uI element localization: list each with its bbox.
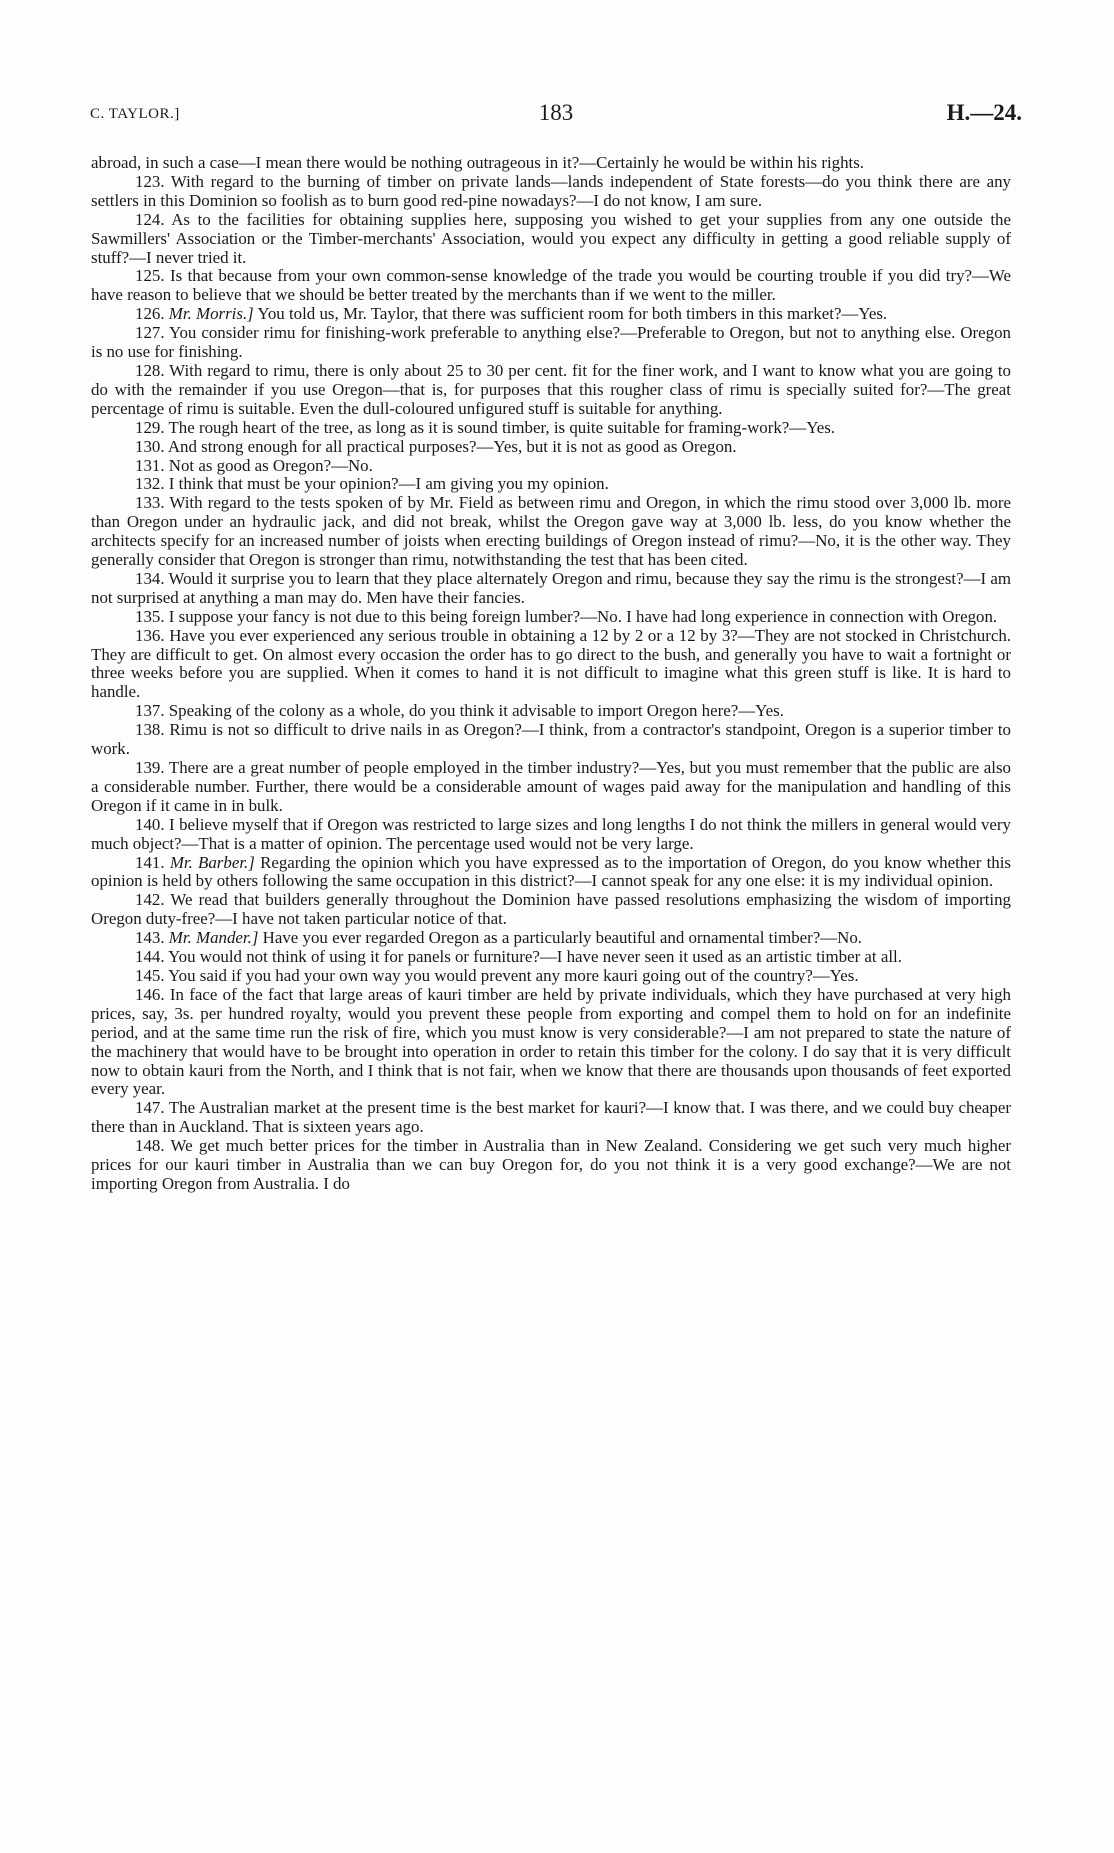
testimony-paragraph: 132. I think that must be your opinion?—I am giving you my opinion. (135, 474, 609, 494)
page-header (90, 100, 1022, 134)
testimony-paragraph (91, 305, 1011, 324)
testimony-paragraph (91, 929, 1011, 948)
document-code: H.—24. (946, 100, 1022, 125)
testimony-paragraph: 135. I suppose your fancy is not due to this being foreign lumber?—No. I have had long experience in connection with Oregon. (135, 606, 998, 626)
testimony-paragraph: 147. The Australian market at the present time is the best market for kauri?—I know that. I was there, and we could buy cheaper there than in Auckland. That is sixteen years ago. (91, 1098, 1011, 1137)
testimony-paragraph: 131. Not as good as Oregon?—No. (135, 455, 373, 475)
testimony-paragraph: 139. There are a great number of people employed in the timber industry?—Yes, but you must remember that the public are also a considerable number. Further, there would be a considerable amount of wages paid away for the manipulation and handling of this Oregon if it came in in bulk. (91, 758, 1011, 815)
testimony-paragraph: 125. Is that because from your own common-sense knowledge of the trade you would be courting trouble if you did try?—We have reason to believe that we should be better treated by the merchants than if we went to the miller. (91, 266, 1011, 305)
testimony-paragraph: 137. Speaking of the colony as a whole, do you think it advisable to import Oregon here?—Yes. (135, 701, 784, 721)
question-number: 141. (135, 852, 165, 872)
testimony-paragraph: abroad, in such a case—I mean there would be nothing outrageous in it?—Certainly he would be within his rights. (91, 153, 865, 172)
page-number: 183 (538, 100, 574, 125)
testimony-paragraph: 145. You said if you had your own way you would prevent any more kauri going out of the country?—Yes. (135, 965, 859, 985)
speaker-name: Mr. Mander.] (168, 928, 259, 948)
testimony-paragraph: 146. In face of the fact that large areas of kauri timber are held by private individuals, which they have purchased at very high prices, say, 3s. per hundred royalty, would you prevent these people from exporting and compel them to hold on for an indefinite period, and at the same time run the risk of fire, which you must know is very considerable?—I am not prepared to state the nature of the machinery that would have to be brought into operation in order to retain this timber for the colony. I do say that it is very difficult now to obtain kauri from the North, and I think that is not fair, when we know that there are thousands upon thousands of feet exported every year. (91, 984, 1011, 1099)
testimony-paragraph: 127. You consider rimu for finishing-work preferable to anything else?—Preferable to Oregon, but not to anything else. Oregon is no use for finishing. (91, 323, 1011, 362)
testimony-paragraph (91, 854, 1011, 892)
testimony-paragraph: 128. With regard to rimu, there is only about 25 to 30 per cent. fit for the finer work, and I want to know what you are going to do with the remainder if you use Oregon—that is, for purposes that this rougher class of rimu is specially suited for?—The great percentage of rimu is suitable. Even the dull-coloured unfigured stuff is suitable for anything. (91, 360, 1011, 418)
speaker-name: Mr. Barber.] (169, 852, 255, 872)
testimony-paragraph: 130. And strong enough for all practical purposes?—Yes, but it is not as good as Oregon. (135, 436, 737, 456)
question-number: 126. (135, 304, 165, 324)
testimony-paragraph: 133. With regard to the tests spoken of by Mr. Field as between rimu and Oregon, in which the rimu stood over 3,000 lb. more than Oregon under an hydraulic jack, and did not break, whilst the Oregon gave way at 3,000 lb. less, do you know whether the architects specify for an increased number of joists when erecting buildings of Oregon instead of rimu?—No, it is the other way. They generally consider that Oregon is stronger than rimu, notwithstanding the test that has been cited. (91, 493, 1011, 570)
testimony-paragraph: 124. As to the facilities for obtaining supplies here, supposing you wished to get your supplies from any one outside the Sawmillers' Association or the Timber-merchants' Association, would you expect any difficulty in getting a good reliable supply of stuff?—I never tried it. (91, 209, 1011, 267)
speaker-name: Mr. Morris.] (168, 304, 254, 324)
paragraph-text: Have you ever regarded Oregon as a particularly beautiful and ornamental timber?—No. (262, 928, 863, 948)
witness-name: C. TAYLOR.] (90, 106, 180, 122)
testimony-paragraph: 138. Rimu is not so difficult to drive nails in as Oregon?—I think, from a contractor's standpoint, Oregon is a superior timber to work. (91, 720, 1011, 759)
testimony-paragraph: 144. You would not think of using it for panels or furniture?—I have never seen it used as an artistic timber at all. (135, 947, 902, 967)
testimony-body (91, 154, 1011, 1194)
paragraph-text: Regarding the opinion which you have expressed as to the importation of Oregon, do you know whether this opinion is held by others following the same occupation in this district?—I cannot speak for any one else: it is my individual opinion. (91, 852, 1011, 891)
testimony-paragraph: 136. Have you ever experienced any serious trouble in obtaining a 12 by 2 or a 12 by 3?—They are not stocked in Christchurch. They are difficult to get. On almost every occasion the order has to go direct to the bush, and generally you have to wait a fortnight or three weeks before you are supplied. When it comes to hand it is not difficult to imagine what this green stuff is like. It is hard to handle. (91, 625, 1011, 702)
testimony-paragraph: 148. We get much better prices for the timber in Australia than in New Zealand. Considering we get such very much higher prices for our kauri timber in Australia than we can buy Oregon for, do you not think it is a very good exchange?—We are not importing Oregon from Australia. I do (91, 1136, 1011, 1193)
testimony-paragraph: 129. The rough heart of the tree, as long as it is sound timber, is quite suitable for framing-work?—Yes. (135, 417, 835, 437)
question-number: 143. (135, 928, 165, 948)
testimony-paragraph: 123. With regard to the burning of timber on private lands—lands independent of State forests—do you think there are any settlers in this Dominion so foolish as to burn good red-pine nowadays?—I do not know, I am sure. (91, 171, 1011, 210)
testimony-paragraph: 134. Would it surprise you to learn that they place alternately Oregon and rimu, because they say the rimu is the strongest?—I am not surprised at anything a man may do. Men have their fancies. (91, 568, 1011, 607)
testimony-paragraph: 142. We read that builders generally throughout the Dominion have passed resolutions emphasizing the wisdom of importing Oregon duty-free?—I have not taken particular notice of that. (91, 890, 1011, 929)
paragraph-text: You told us, Mr. Taylor, that there was sufficient room for both timbers in this market?—Yes. (257, 304, 888, 324)
testimony-paragraph: 140. I believe myself that if Oregon was restricted to large sizes and long lengths I do not think the millers in general would very much object?—That is a matter of opinion. The percentage used would not be very large. (91, 814, 1011, 853)
